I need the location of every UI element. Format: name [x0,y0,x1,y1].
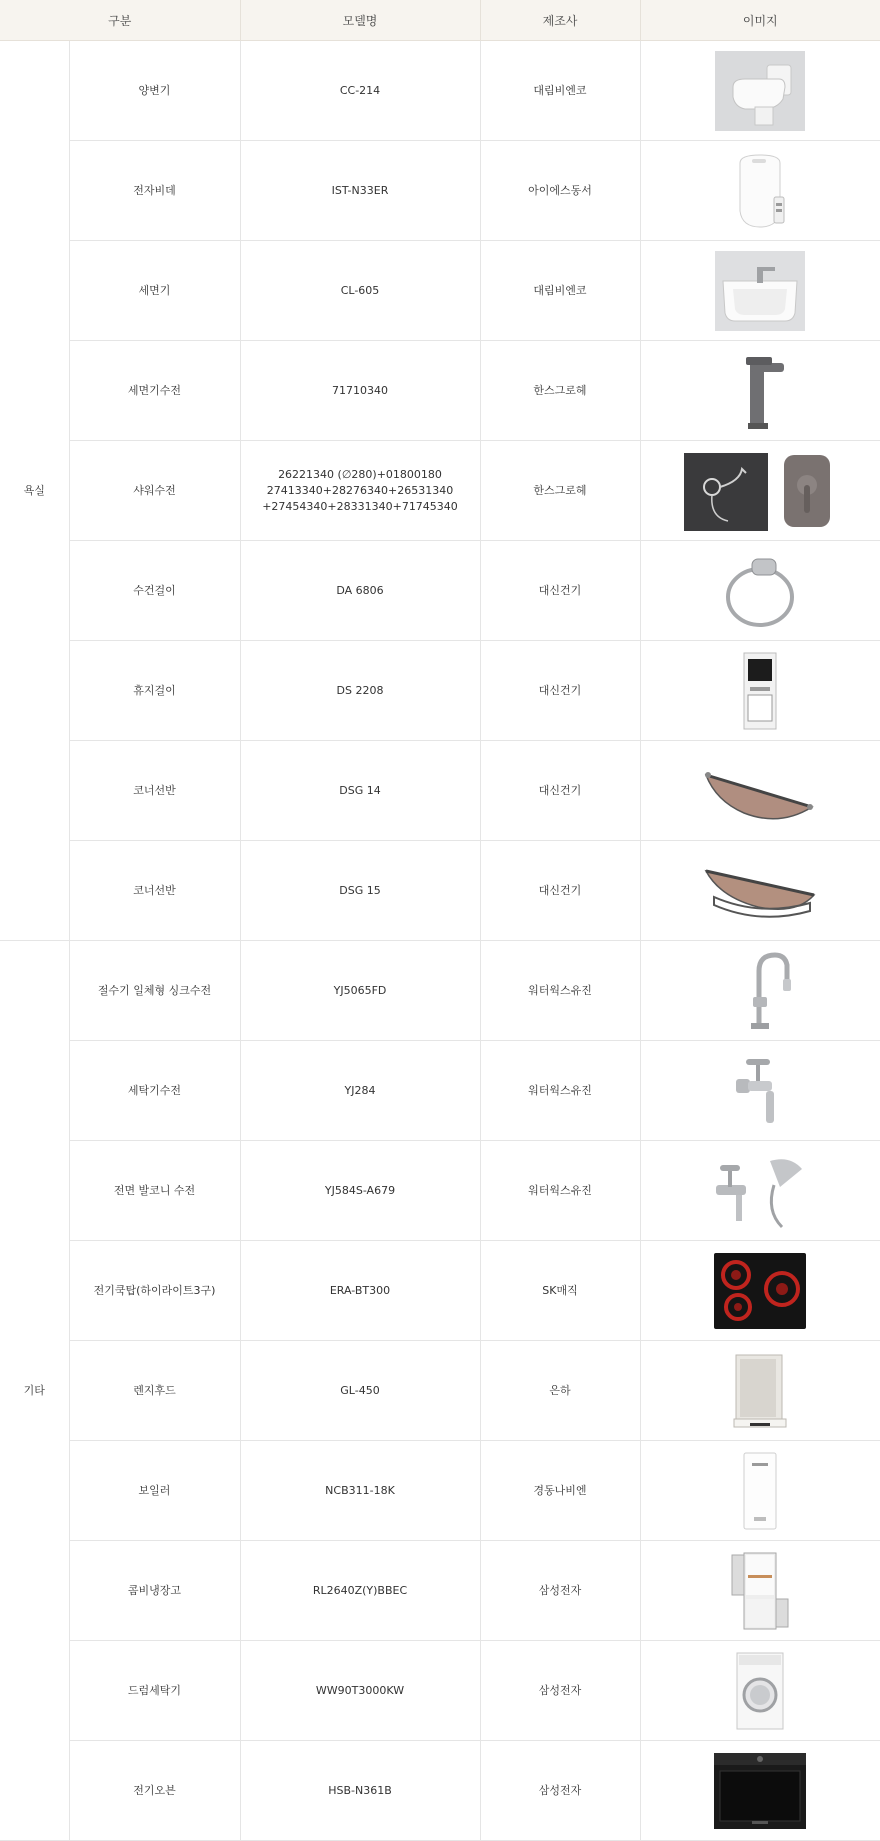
item-maker: 아이에스동서 [480,141,640,241]
item-category: 전기쿡탑(하이라이트3구) [69,1241,240,1341]
model-line: 71710340 [332,383,388,397]
washbasin-icon [715,251,805,331]
item-image [640,141,880,241]
item-maker: 대림비엔코 [480,241,640,341]
item-model [240,641,480,741]
table-row [0,1341,880,1441]
item-image [640,841,880,941]
model-line: YJ584S-A679 [324,1183,396,1197]
table-row [0,941,880,1041]
model-line: IST-N33ER [331,183,389,197]
item-image [640,741,880,841]
item-maker: SK매직 [480,1241,640,1341]
item-category: 샤워수전 [69,441,240,541]
bidet-icon [730,151,790,231]
item-model [240,141,480,241]
item-model [240,341,480,441]
towel-ring-icon [720,551,800,631]
table-row [0,241,880,341]
refrigerator-icon [730,1551,790,1631]
header-model: 모델명 [240,0,480,41]
item-category: 세탁기수전 [69,1041,240,1141]
table-body [0,41,880,1841]
item-image [640,341,880,441]
item-model [240,241,480,341]
paper-holder-icon [740,651,780,731]
model-line: ERA-BT300 [329,1283,391,1297]
model-line: 27413340+28276340+26531340 [266,483,454,497]
item-model [240,741,480,841]
boiler-icon [740,1451,780,1531]
item-category: 수건걸이 [69,541,240,641]
washer-tap-icon [730,1051,790,1131]
item-maker: 대신건기 [480,841,640,941]
item-category: 세면기 [69,241,240,341]
item-image [640,1441,880,1541]
model-line: 26221340 (∅280)+01800180 [278,467,442,481]
item-category: 코너선반 [69,741,240,841]
item-category: 콤비냉장고 [69,1541,240,1641]
item-image [640,941,880,1041]
table-row [0,141,880,241]
header-category: 구분 [0,0,240,41]
group-label: 욕실 [0,41,69,941]
item-image [640,1341,880,1441]
model-line: YJ284 [344,1083,376,1097]
table-row [0,41,880,141]
model-line: DSG 14 [339,783,381,797]
table-row [0,841,880,941]
balcony-faucet-icon [710,1151,810,1231]
item-maker: 한스그로헤 [480,441,640,541]
header-row [0,0,880,41]
header-maker: 제조사 [480,0,640,41]
model-line: DA 6806 [336,583,384,597]
item-model [240,1141,480,1241]
model-line: +27454340+28331340+71745340 [262,499,458,513]
item-image [640,241,880,341]
item-maker: 워터웍스유진 [480,941,640,1041]
model-line: RL2640Z(Y)BBEC [312,1583,408,1597]
washing-machine-icon [735,1651,785,1731]
item-model [240,1341,480,1441]
corner-shelf-icon [700,751,820,831]
item-model [240,541,480,641]
item-category: 전기오븐 [69,1741,240,1841]
table-row [0,1441,880,1541]
item-model [240,1541,480,1641]
item-category: 전면 발코니 수전 [69,1141,240,1241]
item-model [240,1041,480,1141]
item-image [640,1641,880,1741]
item-image [640,1241,880,1341]
table-row [0,341,880,441]
cooktop-icon [712,1251,808,1331]
item-category: 보일러 [69,1441,240,1541]
item-model [240,941,480,1041]
item-image [640,441,880,541]
model-line: NCB311-18K [325,1483,395,1497]
item-maker: 은하 [480,1341,640,1441]
item-maker: 경동나비엔 [480,1441,640,1541]
model-line: GL-450 [340,1383,380,1397]
item-image [640,1541,880,1641]
table-row [0,1041,880,1141]
item-image [640,641,880,741]
item-category: 전자비데 [69,141,240,241]
item-model [240,441,480,541]
item-image [640,541,880,641]
item-maker: 대신건기 [480,541,640,641]
item-model [240,841,480,941]
item-model [240,1741,480,1841]
item-model [240,1241,480,1341]
range-hood-icon [730,1351,790,1431]
oven-icon [712,1751,808,1831]
table-row [0,541,880,641]
table-row [0,441,880,541]
toilet-icon [715,51,805,131]
table-row [0,1641,880,1741]
model-line: YJ5065FD [333,983,387,997]
item-maker: 대신건기 [480,741,640,841]
item-maker: 대신건기 [480,641,640,741]
header-image: 이미지 [640,0,880,41]
item-category: 양변기 [69,41,240,141]
model-line: CC-214 [339,83,381,97]
table-row [0,1541,880,1641]
item-maker: 한스그로헤 [480,341,640,441]
table-row [0,1241,880,1341]
item-maker: 삼성전자 [480,1541,640,1641]
item-maker: 삼성전자 [480,1741,640,1841]
item-maker: 워터웍스유진 [480,1041,640,1141]
item-image [640,1141,880,1241]
item-category: 코너선반 [69,841,240,941]
basin-faucet-icon [730,351,790,431]
group-label: 기타 [0,941,69,1841]
item-category: 세면기수전 [69,341,240,441]
item-category: 휴지걸이 [69,641,240,741]
item-maker: 워터웍스유진 [480,1141,640,1241]
item-maker: 대림비엔코 [480,41,640,141]
item-category: 드럼세탁기 [69,1641,240,1741]
model-line: HSB-N361B [328,1783,392,1797]
sink-faucet-icon [725,951,795,1031]
item-image [640,1741,880,1841]
model-line: DSG 15 [339,883,381,897]
item-category: 렌지후드 [69,1341,240,1441]
item-model [240,1641,480,1741]
model-line: DS 2208 [336,683,384,697]
item-category: 절수기 일체형 싱크수전 [69,941,240,1041]
table-row [0,1741,880,1841]
table-row [0,741,880,841]
item-maker: 삼성전자 [480,1641,640,1741]
model-line: CL-605 [340,283,380,297]
table-row [0,641,880,741]
item-image [640,1041,880,1141]
item-image [640,41,880,141]
model-line: WW90T3000KW [315,1683,405,1697]
item-model [240,41,480,141]
shower-faucet-icon [680,451,840,531]
item-model [240,1441,480,1541]
corner-shelf-rail-icon [700,851,820,931]
table-row [0,1141,880,1241]
